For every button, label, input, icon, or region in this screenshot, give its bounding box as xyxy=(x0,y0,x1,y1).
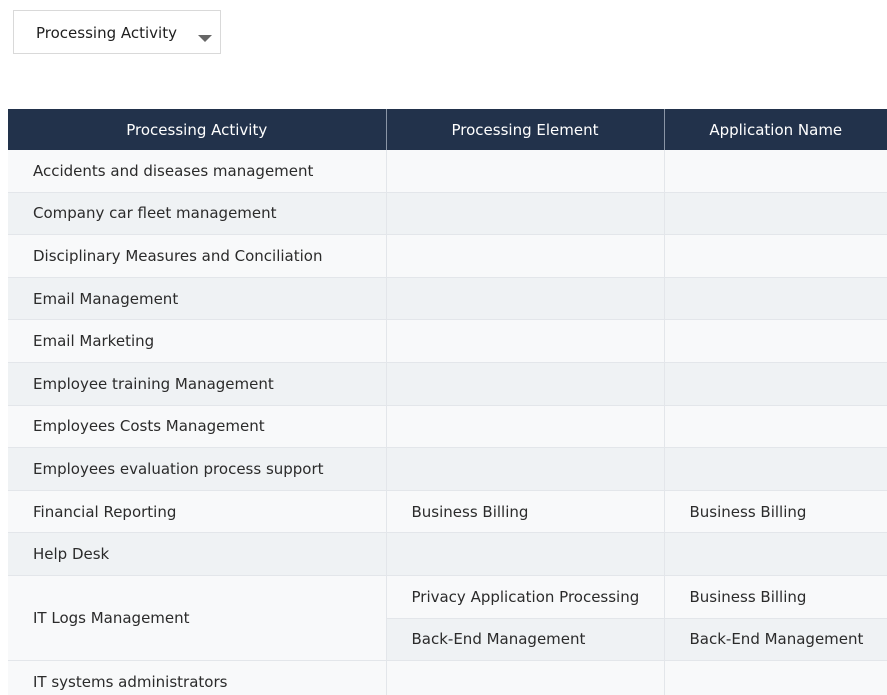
cell-app: Back-End Management xyxy=(664,618,887,661)
cell-app: Business Billing xyxy=(664,575,887,618)
table-row[interactable] xyxy=(8,192,887,235)
table-row[interactable] xyxy=(8,150,887,192)
cell-element: Privacy Application Processing xyxy=(386,575,664,618)
cell-activity: Company car fleet management xyxy=(8,192,386,235)
cell-app xyxy=(664,661,887,695)
table-row[interactable] xyxy=(8,277,887,320)
caret-down-icon xyxy=(198,35,212,42)
cell-element xyxy=(386,277,664,320)
table-row[interactable] xyxy=(8,235,887,278)
cell-app xyxy=(664,320,887,363)
table-row[interactable] xyxy=(8,405,887,448)
cell-element xyxy=(386,320,664,363)
cell-element xyxy=(386,533,664,576)
cell-app xyxy=(664,192,887,235)
header-application-name[interactable]: Application Name xyxy=(664,109,887,150)
cell-activity: Employees evaluation process support xyxy=(8,448,386,491)
cell-element xyxy=(386,661,664,695)
cell-activity: Help Desk xyxy=(8,533,386,576)
table-row[interactable] xyxy=(8,448,887,491)
cell-activity: Email Management xyxy=(8,277,386,320)
cell-element xyxy=(386,362,664,405)
cell-element xyxy=(386,235,664,278)
cell-activity: Employee training Management xyxy=(8,362,386,405)
cell-element xyxy=(386,405,664,448)
table-row[interactable] xyxy=(8,490,887,533)
cell-activity: Financial Reporting xyxy=(8,490,386,533)
cell-element xyxy=(386,448,664,491)
cell-app xyxy=(664,533,887,576)
cell-element xyxy=(386,192,664,235)
cell-app: Business Billing xyxy=(664,490,887,533)
processing-activity-dropdown[interactable] xyxy=(13,10,221,54)
cell-element xyxy=(386,150,664,192)
cell-activity: IT Logs Management xyxy=(8,575,386,660)
table-row[interactable] xyxy=(8,575,887,618)
cell-app xyxy=(664,235,887,278)
cell-app xyxy=(664,362,887,405)
cell-app xyxy=(664,150,887,192)
cell-activity: Accidents and diseases management xyxy=(8,150,386,192)
cell-app xyxy=(664,277,887,320)
header-processing-activity[interactable]: Processing Activity xyxy=(8,109,386,150)
dropdown-label: Processing Activity xyxy=(36,24,177,42)
cell-app xyxy=(664,448,887,491)
cell-activity: IT systems administrators xyxy=(8,661,386,695)
table-row[interactable] xyxy=(8,533,887,576)
cell-activity: Email Marketing xyxy=(8,320,386,363)
table-header-row xyxy=(8,109,887,150)
cell-element: Back-End Management xyxy=(386,618,664,661)
cell-activity: Disciplinary Measures and Conciliation xyxy=(8,235,386,278)
table-row[interactable] xyxy=(8,362,887,405)
header-processing-element[interactable]: Processing Element xyxy=(386,109,664,150)
table-row[interactable] xyxy=(8,661,887,695)
table-row[interactable] xyxy=(8,320,887,363)
cell-app xyxy=(664,405,887,448)
cell-activity: Employees Costs Management xyxy=(8,405,386,448)
cell-element: Business Billing xyxy=(386,490,664,533)
processing-table xyxy=(8,109,887,695)
